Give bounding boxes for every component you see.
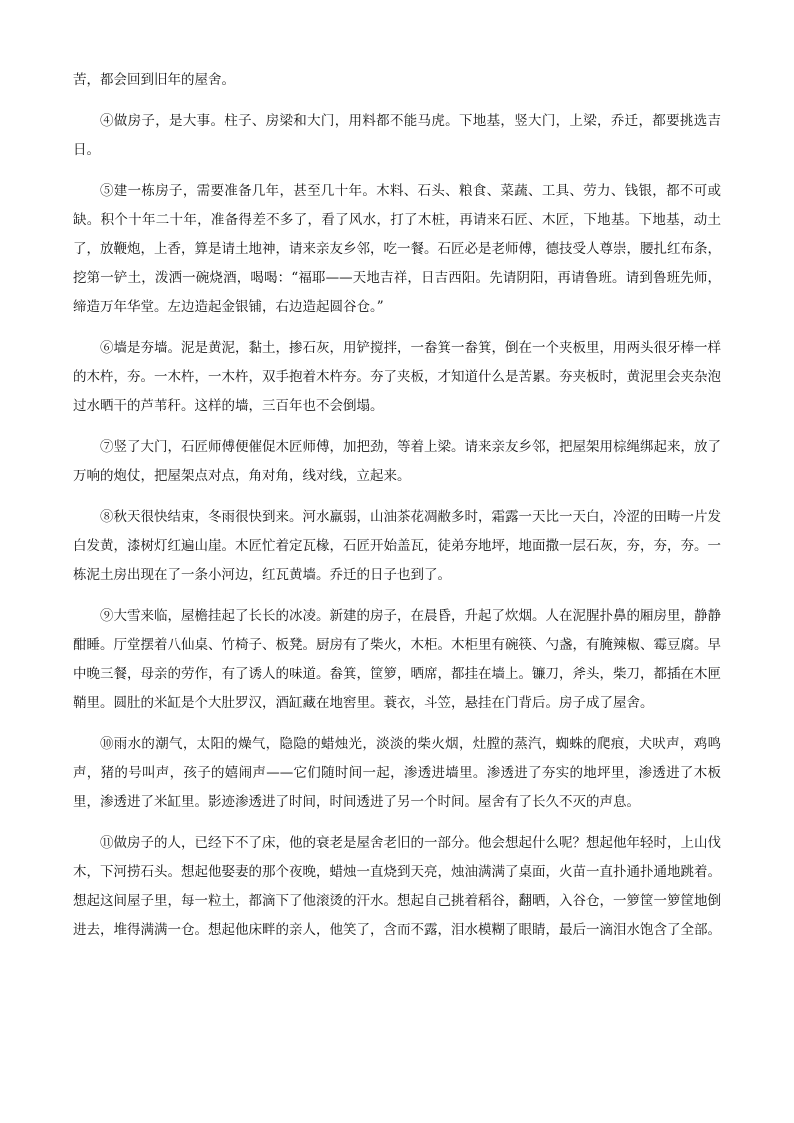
paragraph-10: ⑩雨水的潮气，太阳的燥气，隐隐的蜡烛光，淡淡的柴火烟，灶膛的蒸汽，蜘蛛的爬痕，犬吠声，鸡鸣声，猪的号叫声，孩子的嬉闹声——它们随时间一起，渗透进墙里。渗透进了夯实的地坪里，渗透进了木板里，渗透进了米缸里。影迹渗透进了时间，时间透进了另一个时间。屋舍有了长久不灭的声息。 xyxy=(73,736,721,810)
paragraph-5: ⑤建一栋房子，需要准备几年，甚至几十年。木料、石头、粮食、菜蔬、工具、劳力、钱银，都不可或缺。积个十年二十年，准备得差不多了，看了风水，打了木桩，再请来石匠、木匠，下地基。下地基，动土了，放鞭炮，上香，算是请土地神，请来亲友乡邻，吃一餐。石匠必是老师傅，德技受人尊崇，腰扎红布条，挖第一铲土，泼洒一碗烧酒，喝喝：“福耶——天地吉祥，日吉西阳。先请阴阳，再请鲁班。请到鲁班先师，缔造万年华堂。左边造起金银铺，右边造起圆谷仓。” xyxy=(73,183,721,315)
paragraph-continued: 苦，都会回到旧年的屋舍。 xyxy=(73,72,235,88)
article-body xyxy=(73,66,721,957)
paragraph-8: ⑧秋天很快结束，冬雨很快到来。河水羸弱，山油茶花凋敝多时，霜露一天比一天白，冷涩的田畴一片发白发黄，漆树灯红遍山崖。木匠忙着定瓦椽，石匠开始盖瓦，徒弟夯地坪，地面撒一层石灰，夯，夯，夯。一栋泥土房出现在了一条小河边，红瓦黄墙。乔迁的日子也到了。 xyxy=(73,509,721,583)
paragraph-11: ⑪做房子的人，已经下不了床，他的衰老是屋舍老旧的一部分。他会想起什么呢？想起他年轻时，上山伐木，下河捞石头。想起他娶妻的那个夜晚，蜡烛一直烧到天亮，烛油满满了桌面，火苗一直扑通扑通地跳着。想起这间屋子里，每一粒土，都滴下了他滚烫的汗水。想起自己挑着稻谷，翻晒，入谷仓，一箩筐一箩筐地倒进去，堆得满满一仓。想起他床畔的亲人，他笑了，含而不露，泪水模糊了眼睛，最后一滴泪水饱含了全部。 xyxy=(73,835,721,938)
paragraph-4: ④做房子，是大事。柱子、房梁和大门，用料都不能马虎。下地基，竖大门，上梁，乔迁，都要挑选吉日。 xyxy=(73,113,721,158)
paragraph-9: ⑨大雪来临，屋檐挂起了长长的冰凌。新建的房子，在晨昏，升起了炊烟。人在泥腥扑鼻的厢房里，静静酣睡。厅堂摆着八仙桌、竹椅子、板凳。厨房有了柴火，木柜。木柜里有碗筷、勺盏，有腌辣椒、霉豆腐。早中晚三餐，母亲的劳作，有了诱人的味道。畚箕，筐箩，晒席，都挂在墙上。镰刀，斧头，柴刀，都插在木匣鞘里。圆肚的米缸是个大肚罗汉，酒缸藏在地窖里。蓑衣，斗笠，悬挂在门背后。房子成了屋舍。 xyxy=(73,608,721,711)
paragraph-6: ⑥墙是夯墙。泥是黄泥，黏土，掺石灰，用铲搅拌，一畚箕一畚箕，倒在一个夹板里，用两头很牙棒一样的木杵，夯。一木杵，一木杵，双手抱着木杵夯。夯了夹板，才知道什么是苦累。夯夹板时，黄泥里会夹杂泡过水晒干的芦苇秆。这样的墙，三百年也不会倒塌。 xyxy=(73,340,721,414)
paragraph-7: ⑦竖了大门，石匠师傅便催促木匠师傅，加把劲，等着上梁。请来亲友乡邻，把屋架用棕绳绑起来，放了万响的炮仗，把屋架点对点，角对角，线对线，立起来。 xyxy=(73,439,721,484)
